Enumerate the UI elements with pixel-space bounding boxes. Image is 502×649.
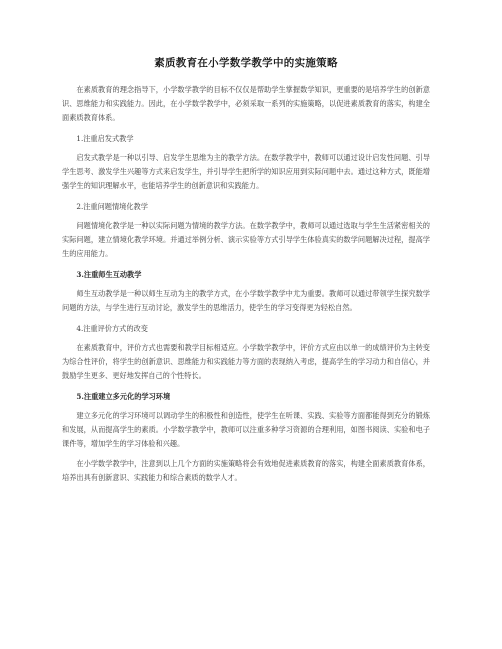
section-body-4: 在素质教育中，评价方式也需要和教学目标相适应。小学数学教学中，评价方式应由以单一的成绩评价为主转变为综合性评价，将学生的创新意识、思维能力和实践能力等方面的表现纳入考虑，提高学生的学习动力和自信心，并鼓励学生更多、更好地发挥自己的个性特长。	[62, 343, 430, 380]
conclusion-paragraph: 在小学数学教学中，注意到以上几个方面的实施策略将会有效地促进素质教育的落实，构建全面素质教育体系，培养出具有创新意识、实践能力和综合素质的数学人才。	[62, 459, 430, 482]
document-title: 素质教育在小学数学教学中的实施策略	[154, 57, 338, 69]
document-page	[62, 55, 430, 485]
section-body-3: 师生互动教学是一种以师生互动为主的教学方式，在小学数学教学中尤为重要。教师可以通过带领学生探究数学问题的方法，与学生进行互动讨论，激发学生的思维活力，使学生的学习变得更为轻松自然。	[62, 289, 430, 312]
intro-paragraph: 在素质教育的理念指导下，小学数学教学的目标不仅仅是帮助学生掌握数学知识，更重要的是培养学生的创新意识、思维能力和实践能力。因此，在小学数学教学中，必须采取一系列的实施策略，以促进素质教育的落实，构建全面素质教育体系。	[62, 85, 430, 122]
section-heading-4: 4.注重评价方式的改变	[76, 324, 148, 333]
section-body-1: 启发式教学是一种以引导、启发学生思维为主的教学方法。在数学教学中，教师可以通过设计启发性问题、引导学生思考、激发学生兴趣等方式来启发学生，并引导学生把所学的知识应用到实际问题中去。通过这种方式，既能增强学生的知识理解水平，也能培养学生的创新意识和实践能力。	[62, 153, 430, 190]
section-heading-2: 2.注重问题情境化教学	[76, 202, 148, 211]
section-body-2: 问题情境化教学是一种以实际问题为情境的教学方法。在数学教学中，教师可以通过选取与学生生活紧密相关的实际问题，建立情境化教学环境。并通过举例分析、演示实验等方式引导学生体验真实的数学问题解决过程，提高学生的应用能力。	[62, 221, 430, 258]
section-heading-5: 5.注重建立多元化的学习环境	[76, 392, 171, 401]
section-body-5: 建立多元化的学习环境可以调动学生的积极性和创造性，使学生在听课、实践、实验等方面都能得到充分的锻炼和发展，从而提高学生的素质。小学数学教学中，教师可以注重多种学习资源的合理利用，如图书阅读、实验和电子课件等，增加学生的学习体验和兴趣。	[62, 411, 430, 448]
section-heading-1: 1.注重启发式教学	[76, 134, 134, 143]
section-heading-3: 3.注重师生互动教学	[76, 270, 142, 279]
